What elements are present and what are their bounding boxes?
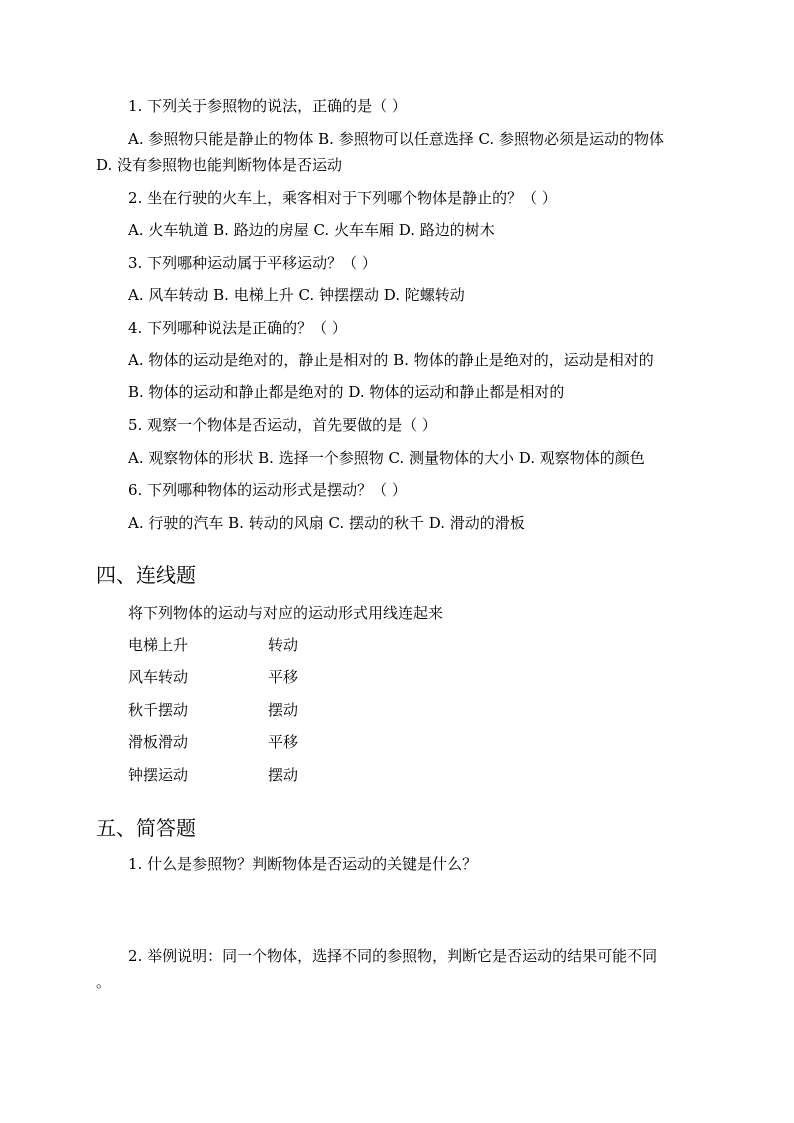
mc-question-3: 3. 下列哪种运动属于平移运动？（ ） <box>128 254 377 272</box>
matching-right-3: 摆动 <box>268 701 299 719</box>
matching-left-1: 电梯上升 <box>128 636 189 654</box>
mc-options-4-cont: B. 物体的运动和静止都是绝对的 D. 物体的运动和静止都是相对的 <box>128 383 565 401</box>
mc-question-4: 4. 下列哪种说法是正确的？（ ） <box>128 319 347 337</box>
mc-options-6: A. 行驶的汽车 B. 转动的风扇 C. 摆动的秋千 D. 滑动的滑板 <box>128 514 525 532</box>
mc-question-1: 1. 下列关于参照物的说法，正确的是（ ） <box>128 97 407 115</box>
matching-instruction: 将下列物体的运动与对应的运动形式用线连起来 <box>128 604 444 622</box>
matching-right-5: 摆动 <box>268 766 299 784</box>
matching-right-1: 转动 <box>268 636 299 654</box>
matching-left-2: 风车转动 <box>128 668 189 686</box>
short-answer-question-1: 1. 什么是参照物？判断物体是否运动的关键是什么？ <box>128 855 478 873</box>
mc-options-2: A. 火车轨道 B. 路边的房屋 C. 火车车厢 D. 路边的树木 <box>128 221 495 239</box>
matching-left-4: 滑板滑动 <box>128 733 189 751</box>
matching-right-4: 平移 <box>268 733 299 751</box>
mc-question-2: 2. 坐在行驶的火车上，乘客相对于下列哪个物体是静止的？（ ） <box>128 189 557 207</box>
mc-options-1: A. 参照物只能是静止的物体 B. 参照物可以任意选择 C. 参照物必须是运动的物体 <box>128 130 664 148</box>
short-answer-question-2-tail: 。 <box>96 973 112 991</box>
section-heading-short-answer: 五、简答题 <box>96 816 196 840</box>
mc-question-6: 6. 下列哪种物体的运动形式是摆动？（ ） <box>128 481 407 499</box>
section-heading-matching: 四、连线题 <box>96 563 196 587</box>
mc-options-4: A. 物体的运动是绝对的，静止是相对的 B. 物体的静止是绝对的，运动是相对的 <box>128 351 654 369</box>
mc-question-5: 5. 观察一个物体是否运动，首先要做的是（ ） <box>128 416 437 434</box>
matching-left-5: 钟摆运动 <box>128 766 189 784</box>
mc-options-3: A. 风车转动 B. 电梯上升 C. 钟摆摆动 D. 陀螺转动 <box>128 286 465 304</box>
mc-options-5: A. 观察物体的形状 B. 选择一个参照物 C. 测量物体的大小 D. 观察物体的颜色 <box>128 449 645 467</box>
matching-left-3: 秋千摆动 <box>128 701 189 719</box>
short-answer-question-2: 2. 举例说明：同一个物体，选择不同的参照物，判断它是否运动的结果可能不同 <box>128 947 658 965</box>
matching-right-2: 平移 <box>268 668 299 686</box>
mc-options-1-cont: D. 没有参照物也能判断物体是否运动 <box>96 156 343 174</box>
